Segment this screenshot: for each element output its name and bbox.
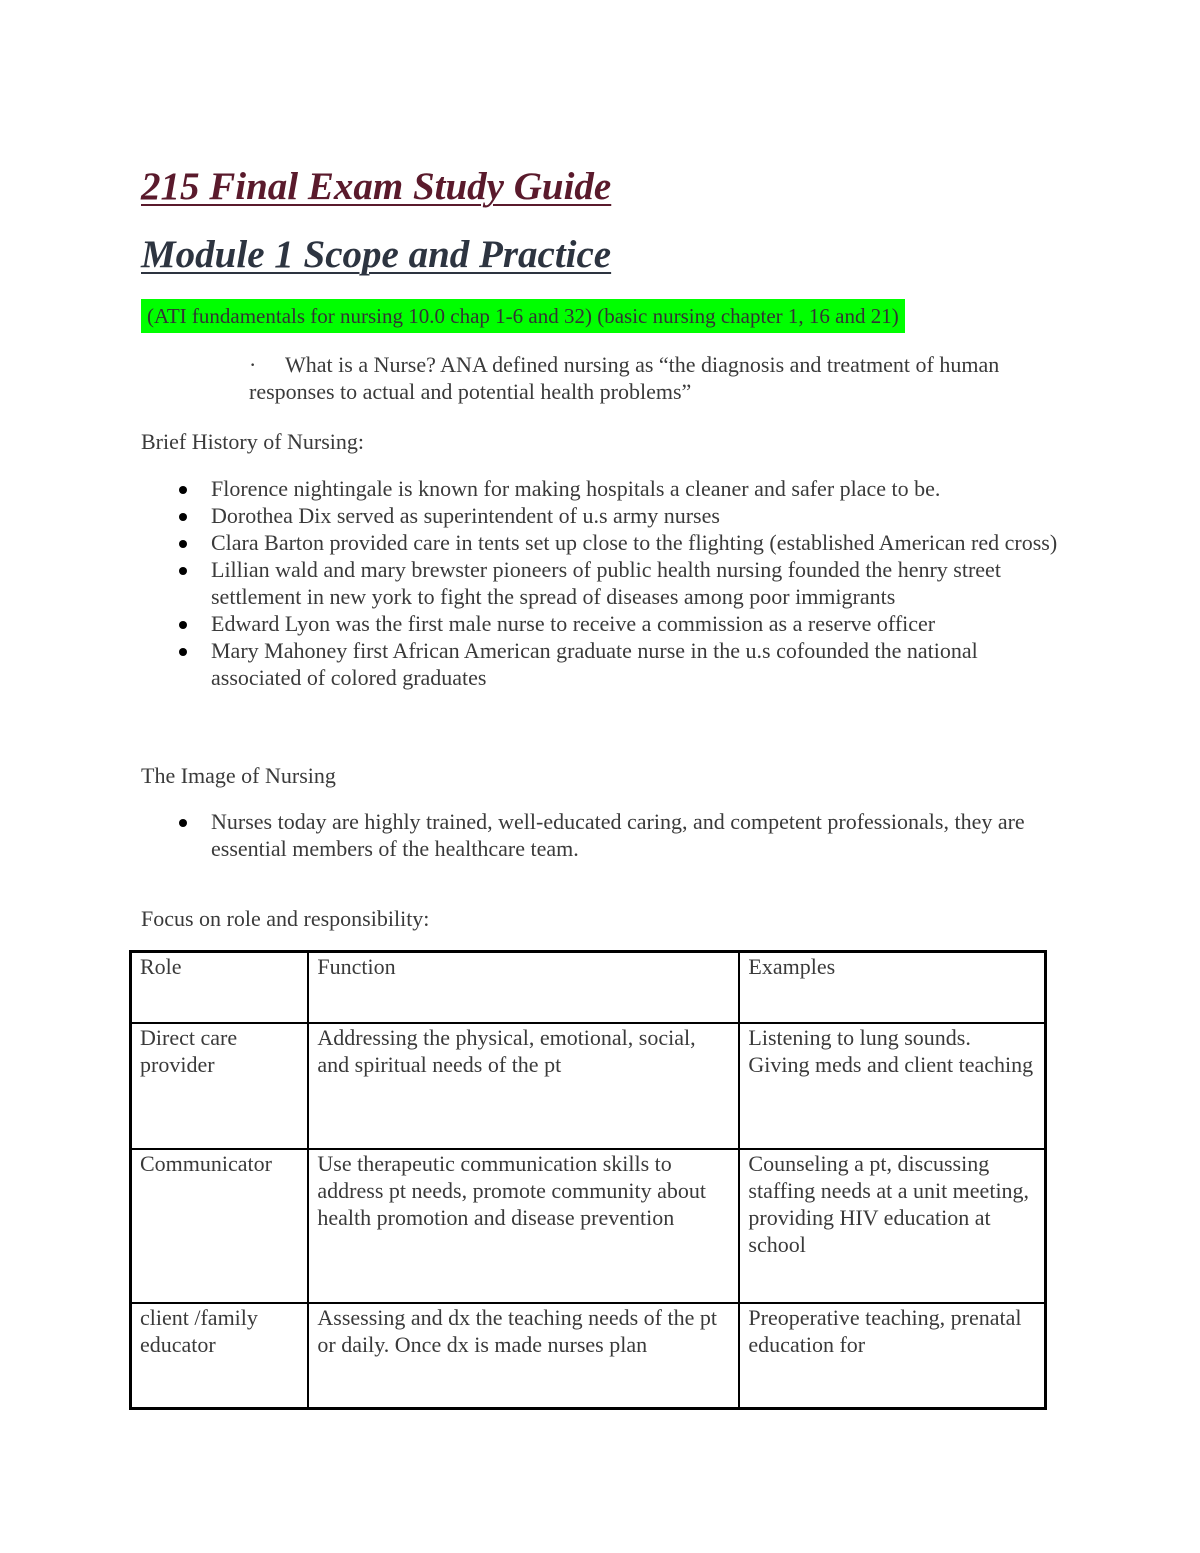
document-title: 215 Final Exam Study Guide bbox=[141, 165, 612, 208]
role-cell: Communicator bbox=[131, 1149, 309, 1303]
bullet-icon bbox=[179, 819, 187, 827]
examples-cell: Preoperative teaching, prenatal education for bbox=[739, 1303, 1045, 1409]
history-item: Dorothea Dix served as superintendent of u.s army nurses bbox=[176, 502, 1066, 529]
image-item: Nurses today are highly trained, well-educated caring, and competent professionals, they are essential members of the healthcare team. bbox=[176, 808, 1066, 862]
bullet-icon bbox=[179, 567, 187, 575]
examples-cell: Listening to lung sounds. Giving meds and client teaching bbox=[739, 1023, 1045, 1149]
module-title: Module 1 Scope and Practice bbox=[141, 233, 612, 276]
table-row bbox=[131, 1023, 1046, 1149]
nurse-definition bbox=[249, 351, 1069, 405]
examples-cell: Counseling a pt, discussing staffing needs at a unit meeting, providing HIV education at school bbox=[739, 1149, 1045, 1303]
bullet-icon bbox=[179, 621, 187, 629]
history-item: Mary Mahoney first African American graduate nurse in the u.s cofounded the national associated of colored graduates bbox=[176, 637, 1066, 691]
bullet-icon bbox=[179, 540, 187, 548]
function-cell: Assessing and dx the teaching needs of the pt or daily. Once dx is made nurses plan bbox=[308, 1303, 739, 1409]
bullet-icon bbox=[179, 648, 187, 656]
header-cell: Examples bbox=[739, 952, 1045, 1023]
bullet-icon bbox=[179, 513, 187, 521]
role-cell: client /family educator bbox=[131, 1303, 309, 1409]
history-item: Edward Lyon was the first male nurse to receive a commission as a reserve officer bbox=[176, 610, 1066, 637]
definition-bullet: · bbox=[249, 352, 257, 377]
history-item: Clara Barton provided care in tents set up close to the flighting (established American red cross) bbox=[176, 529, 1066, 556]
history-heading: Brief History of Nursing: bbox=[141, 429, 365, 454]
header-cell: Role bbox=[131, 952, 309, 1023]
table-row bbox=[131, 1303, 1046, 1409]
image-heading: The Image of Nursing bbox=[141, 763, 336, 788]
roles-heading: Focus on role and responsibility: bbox=[141, 906, 430, 931]
roles-table bbox=[129, 950, 1047, 1410]
function-cell: Use therapeutic communication skills to address pt needs, promote community about health promotion and disease prevention bbox=[308, 1149, 739, 1303]
history-list bbox=[176, 475, 1066, 691]
history-item: Florence nightingale is known for making hospitals a cleaner and safer place to be. bbox=[176, 475, 1066, 502]
header-cell: Function bbox=[308, 952, 739, 1023]
table-header-row bbox=[131, 952, 1046, 1023]
role-cell: Direct care provider bbox=[131, 1023, 309, 1149]
history-item: Lillian wald and mary brewster pioneers of public health nursing founded the henry street settlement in new york to fight the spread of diseases among poor immigrants bbox=[176, 556, 1066, 610]
bullet-icon bbox=[179, 486, 187, 494]
table-row bbox=[131, 1149, 1046, 1303]
function-cell: Addressing the physical, emotional, social, and spiritual needs of the pt bbox=[308, 1023, 739, 1149]
definition-text: What is a Nurse? ANA defined nursing as “the diagnosis and treatment of human responses to actual and potential health problems” bbox=[249, 352, 1000, 404]
image-list bbox=[176, 808, 1066, 862]
highlighted-reference: (ATI fundamentals for nursing 10.0 chap 1-6 and 32) (basic nursing chapter 1, 16 and 21) bbox=[141, 299, 905, 333]
